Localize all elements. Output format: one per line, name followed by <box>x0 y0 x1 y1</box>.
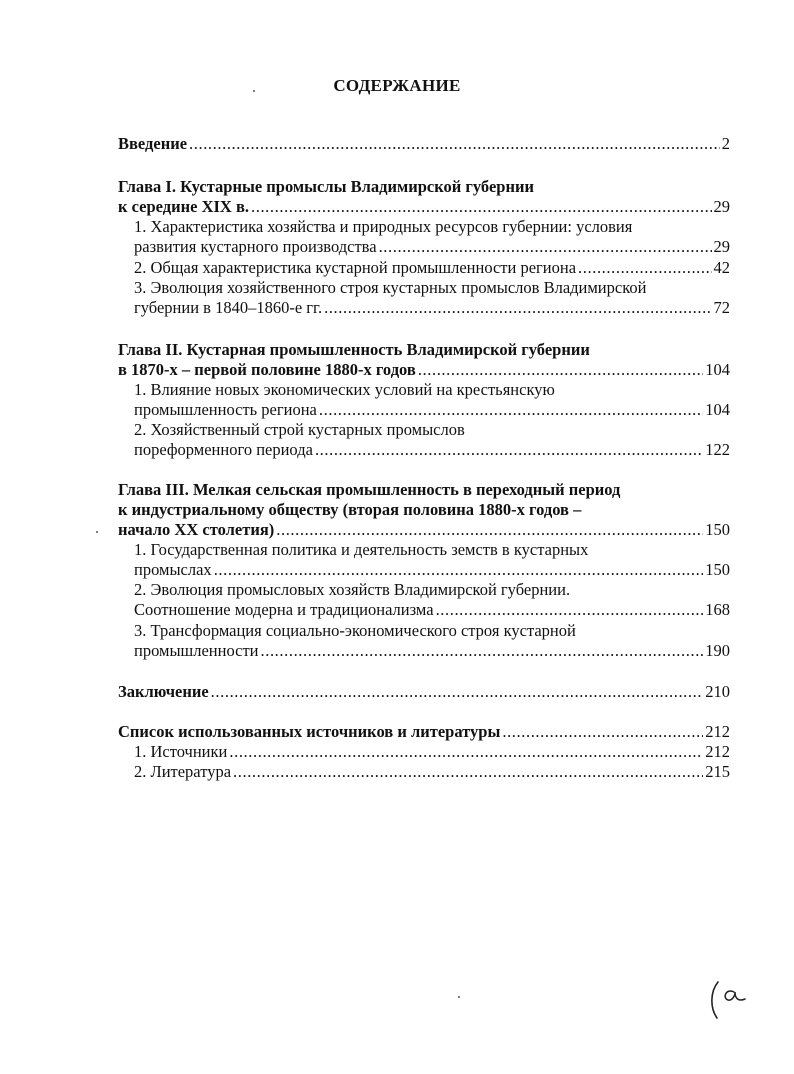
page-number: 190 <box>705 641 730 660</box>
page-number: 168 <box>705 600 730 619</box>
scan-speck <box>96 531 98 533</box>
entry-label: промышленности <box>134 641 259 660</box>
chapter-3-title[interactable]: Глава III. Мелкая сельская промышленность в переходный период <box>118 480 621 499</box>
page-number: 212 <box>705 742 730 761</box>
page-number: 29 <box>713 197 730 216</box>
toc-entry-section-2-2[interactable] <box>134 440 730 460</box>
page-number: 212 <box>705 722 730 741</box>
entry-label: начало XX столетия) <box>118 520 275 539</box>
toc-entry-sources[interactable] <box>118 722 730 742</box>
toc-entry-section-3-3[interactable] <box>134 641 730 661</box>
section-1-1-title[interactable]: 1. Характеристика хозяйства и природных ресурсов губернии: условия <box>134 217 633 236</box>
leader-dots <box>324 298 711 318</box>
entry-label: промышленность региона <box>134 400 317 419</box>
toc-entry-section-3-2[interactable] <box>134 600 730 620</box>
entry-label: Соотношение модерна и традиционализма <box>134 600 434 619</box>
entry-label: Заключение <box>118 682 209 701</box>
leader-dots <box>418 360 703 380</box>
toc-entry-section-1-1[interactable] <box>134 237 730 257</box>
handwritten-mark <box>708 978 748 1020</box>
leader-dots <box>502 722 703 742</box>
page-number: 29 <box>713 237 730 256</box>
toc-entry-chapter-3[interactable] <box>118 520 730 540</box>
toc-entry-section-1-2[interactable] <box>134 258 730 278</box>
chapter-2-title[interactable]: Глава II. Кустарная промышленность Владимирской губернии <box>118 340 590 359</box>
leader-dots <box>578 258 711 278</box>
toc-entry-section-3-1[interactable] <box>134 560 730 580</box>
section-3-1-title[interactable]: 1. Государственная политика и деятельность земств в кустарных <box>134 540 589 559</box>
page-number: 42 <box>713 258 730 277</box>
entry-label: губернии в 1840–1860-е гг. <box>134 298 323 317</box>
leader-dots <box>211 682 704 702</box>
leader-dots <box>214 560 704 580</box>
entry-label: 2. Общая характеристика кустарной промышленности региона <box>134 258 577 277</box>
toc-entry-chapter-2[interactable] <box>118 360 730 380</box>
section-3-3-title[interactable]: 3. Трансформация социально-экономического строя кустарной <box>134 621 576 640</box>
page-number: 210 <box>705 682 730 701</box>
section-1-3-title[interactable]: 3. Эволюция хозяйственного строя кустарных промыслов Владимирской <box>134 278 647 297</box>
leader-dots <box>233 762 703 782</box>
scan-speck <box>253 90 255 92</box>
entry-label: развития кустарного производства <box>134 237 377 256</box>
toc-entry-introduction[interactable] <box>118 134 730 154</box>
leader-dots <box>315 440 703 460</box>
page-number: 72 <box>713 298 730 317</box>
section-3-2-title[interactable]: 2. Эволюция промысловых хозяйств Владимирской губернии. <box>134 580 571 599</box>
page-number: 2 <box>721 134 730 153</box>
leader-dots <box>319 400 703 420</box>
page-number: 150 <box>705 560 730 579</box>
toc-entry-conclusion[interactable] <box>118 682 730 702</box>
leader-dots <box>189 134 720 154</box>
leader-dots <box>276 520 703 540</box>
entry-label: Введение <box>118 134 188 153</box>
entry-label: Список использованных источников и литературы <box>118 722 501 741</box>
toc-entry-section-2-1[interactable] <box>134 400 730 420</box>
scan-speck <box>458 996 460 998</box>
page-title: СОДЕРЖАНИЕ <box>333 76 461 95</box>
entry-label: к середине XIX в. <box>118 197 249 216</box>
page-number: 215 <box>705 762 730 781</box>
page-number: 104 <box>705 400 730 419</box>
section-2-1-title[interactable]: 1. Влияние новых экономических условий на крестьянскую <box>134 380 555 399</box>
leader-dots <box>229 742 703 762</box>
entry-label: в 1870-х – первой половине 1880-х годов <box>118 360 416 379</box>
toc-entry-section-1-3[interactable] <box>134 298 730 318</box>
toc-entry-sources-literature[interactable] <box>134 762 730 782</box>
chapter-3-title-line-2[interactable]: к индустриальному обществу (вторая половина 1880-х годов – <box>118 500 582 519</box>
leader-dots <box>251 197 712 217</box>
leader-dots <box>436 600 704 620</box>
page-number: 122 <box>705 440 730 459</box>
chapter-1-title[interactable]: Глава I. Кустарные промыслы Владимирской губернии <box>118 177 534 196</box>
section-2-2-title[interactable]: 2. Хозяйственный строй кустарных промыслов <box>134 420 465 439</box>
page-number: 104 <box>705 360 730 379</box>
entry-label: 2. Литература <box>134 762 232 781</box>
entry-label: 1. Источники <box>134 742 228 761</box>
entry-label: пореформенного периода <box>134 440 313 459</box>
toc-entry-chapter-1[interactable] <box>118 197 730 217</box>
entry-label: промыслах <box>134 560 212 579</box>
toc-entry-sources-primary[interactable] <box>134 742 730 762</box>
page-number: 150 <box>705 520 730 539</box>
leader-dots <box>261 641 704 661</box>
leader-dots <box>379 237 712 257</box>
